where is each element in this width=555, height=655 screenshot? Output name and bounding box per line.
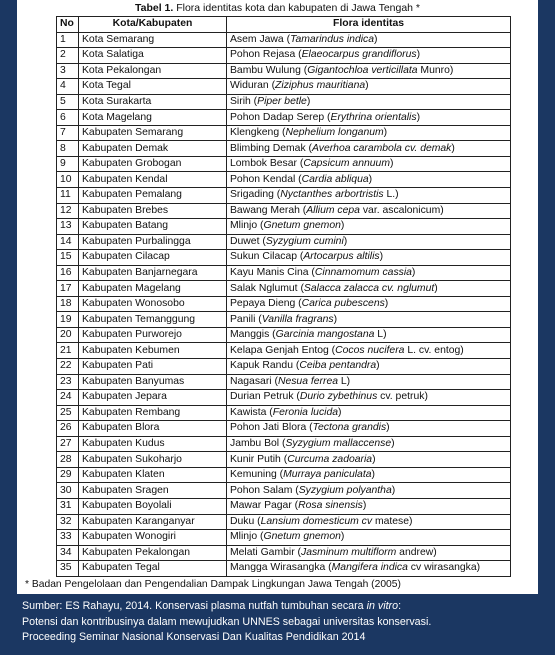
row-number: 28 bbox=[57, 452, 79, 468]
row-kota: Kota Semarang bbox=[79, 32, 227, 48]
row-kota: Kabupaten Blora bbox=[79, 421, 227, 437]
flora-scientific-name: Allium cepa bbox=[306, 204, 360, 216]
row-number: 4 bbox=[57, 79, 79, 95]
flora-name-suffix: ) bbox=[338, 406, 342, 418]
row-number: 29 bbox=[57, 467, 79, 483]
row-number: 12 bbox=[57, 203, 79, 219]
row-kota: Kabupaten Brebes bbox=[79, 203, 227, 219]
flora-scientific-name: Tectona grandis bbox=[312, 422, 387, 434]
row-number: 26 bbox=[57, 421, 79, 437]
row-kota: Kabupaten Banyumas bbox=[79, 374, 227, 390]
table-row bbox=[57, 498, 511, 514]
flora-name-suffix: andrew) bbox=[396, 546, 437, 558]
flora-scientific-name: Piper betle bbox=[257, 96, 307, 107]
flora-common-name: Bawang Merah ( bbox=[230, 204, 307, 216]
flora-scientific-name: Jasminum multiflorm bbox=[301, 546, 397, 558]
flora-common-name: Kayu Manis Cina ( bbox=[230, 267, 315, 279]
flora-scientific-name: Averhoa carambola cv. demak bbox=[312, 142, 452, 154]
row-flora bbox=[227, 172, 511, 188]
row-kota: Kabupaten Grobogan bbox=[79, 156, 227, 172]
row-kota: Kabupaten Banjarnegara bbox=[79, 265, 227, 281]
source-line-2: Potensi dan kontribusinya dalam mewujudkan UNNES sebagai universitas konservasi. bbox=[22, 615, 432, 628]
table-row bbox=[57, 281, 511, 297]
flora-name-suffix: ) bbox=[416, 111, 421, 123]
flora-scientific-name: Erythrina orientalis bbox=[330, 111, 417, 123]
row-kota: Kabupaten Sragen bbox=[79, 483, 227, 499]
flora-scientific-name: Artocarpus altilis bbox=[303, 251, 380, 263]
row-number: 22 bbox=[57, 359, 79, 375]
flora-common-name: Kemuning ( bbox=[230, 469, 284, 481]
row-flora bbox=[227, 63, 511, 79]
flora-name-suffix: L) bbox=[338, 375, 351, 387]
flora-common-name: Asem Jawa ( bbox=[230, 33, 291, 45]
table-row bbox=[57, 530, 511, 546]
table-row bbox=[57, 219, 511, 235]
row-flora bbox=[227, 405, 511, 421]
row-kota: Kota Tegal bbox=[79, 79, 227, 95]
flora-table bbox=[56, 16, 511, 577]
flora-name-suffix: ) bbox=[362, 500, 367, 512]
flora-scientific-name: Nephelium longanum bbox=[285, 127, 384, 139]
table-row bbox=[57, 561, 511, 577]
flora-common-name: Kunir Putih ( bbox=[230, 453, 288, 465]
flora-name-suffix: ) bbox=[434, 282, 438, 294]
row-kota: Kabupaten Kudus bbox=[79, 436, 227, 452]
row-kota: Kabupaten Karanganyar bbox=[79, 514, 227, 530]
flora-name-suffix: var. ascalonicum) bbox=[359, 204, 444, 216]
flora-name-suffix: ) bbox=[391, 484, 396, 496]
source-line-1-italic: in vitro bbox=[366, 600, 399, 612]
table-row bbox=[57, 203, 511, 219]
flora-scientific-name: Vanilla fragrans bbox=[261, 313, 334, 325]
flora-common-name: Kawista ( bbox=[230, 406, 273, 418]
row-flora bbox=[227, 234, 511, 250]
flora-common-name: Salak Nglumut ( bbox=[230, 282, 304, 294]
flora-common-name: Kapuk Randu ( bbox=[230, 360, 300, 372]
flora-common-name: Bambu Wulung ( bbox=[230, 64, 308, 76]
source-line-1-end: : bbox=[398, 600, 402, 612]
row-kota: Kabupaten Semarang bbox=[79, 125, 227, 141]
flora-scientific-name: Curcuma zadoaria bbox=[287, 453, 373, 465]
row-number: 9 bbox=[57, 156, 79, 172]
table-row bbox=[57, 156, 511, 172]
row-number: 1 bbox=[57, 32, 79, 48]
row-kota: Kabupaten Purworejo bbox=[79, 327, 227, 343]
row-number: 33 bbox=[57, 530, 79, 546]
source-line-1 bbox=[22, 599, 547, 615]
flora-common-name: Mawar Pagar ( bbox=[230, 500, 299, 512]
row-number: 17 bbox=[57, 281, 79, 297]
flora-scientific-name: Rosa sinensis bbox=[298, 500, 363, 512]
flora-scientific-name: Capsicum annuum bbox=[303, 158, 390, 170]
flora-name-suffix: ) bbox=[391, 438, 395, 450]
row-kota: Kabupaten Jepara bbox=[79, 390, 227, 406]
row-flora bbox=[227, 421, 511, 437]
table-header-row bbox=[57, 17, 511, 33]
row-kota: Kota Salatiga bbox=[79, 48, 227, 64]
flora-name-suffix: ) bbox=[372, 453, 376, 465]
flora-common-name: Pepaya Dieng ( bbox=[230, 298, 302, 310]
flora-scientific-name: Salacca zalacca cv. nglumut bbox=[303, 282, 435, 294]
flora-name-suffix: ) bbox=[368, 173, 373, 185]
row-kota: Kabupaten Cilacap bbox=[79, 250, 227, 266]
flora-common-name: Melati Gambir ( bbox=[230, 546, 302, 558]
caption-label: Tabel 1. bbox=[134, 2, 174, 14]
row-number: 27 bbox=[57, 436, 79, 452]
flora-name-suffix: L. cv. entog) bbox=[404, 344, 464, 356]
row-flora bbox=[227, 203, 511, 219]
row-number: 30 bbox=[57, 483, 79, 499]
flora-scientific-name: Syzygium cumini bbox=[265, 235, 344, 247]
table-panel bbox=[17, 0, 538, 594]
table-row bbox=[57, 265, 511, 281]
row-flora bbox=[227, 250, 511, 266]
row-kota: Kabupaten Kendal bbox=[79, 172, 227, 188]
row-kota: Kabupaten Pati bbox=[79, 359, 227, 375]
header-kota: Kota/Kabupaten bbox=[79, 17, 227, 33]
row-flora bbox=[227, 343, 511, 359]
row-number: 2 bbox=[57, 48, 79, 64]
table-row bbox=[57, 436, 511, 452]
flora-name-suffix: L) bbox=[374, 329, 387, 341]
source-line-3: Proceeding Seminar Nasional Konservasi Dan Kualitas Pendidikan 2014 bbox=[22, 631, 366, 643]
row-kota: Kabupaten Purbalingga bbox=[79, 234, 227, 250]
table-row bbox=[57, 94, 511, 110]
row-kota: Kabupaten Wonosobo bbox=[79, 296, 227, 312]
row-number: 24 bbox=[57, 390, 79, 406]
row-kota: Kabupaten Klaten bbox=[79, 467, 227, 483]
header-no: No bbox=[57, 17, 79, 33]
flora-name-suffix: ) bbox=[384, 298, 389, 310]
row-flora bbox=[227, 483, 511, 499]
row-flora bbox=[227, 296, 511, 312]
table-row bbox=[57, 483, 511, 499]
row-number: 34 bbox=[57, 545, 79, 561]
row-flora bbox=[227, 545, 511, 561]
flora-common-name: Sirih ( bbox=[230, 96, 258, 107]
flora-scientific-name: Lansium domesticum cv bbox=[260, 515, 373, 527]
flora-name-suffix: ) bbox=[416, 49, 421, 61]
flora-common-name: Pohon Dadap Serep ( bbox=[230, 111, 331, 123]
flora-scientific-name: Nesua ferrea bbox=[277, 375, 339, 387]
table-row bbox=[57, 514, 511, 530]
table-row bbox=[57, 405, 511, 421]
row-number: 23 bbox=[57, 374, 79, 390]
flora-common-name: Duku ( bbox=[230, 515, 261, 527]
row-kota: Kabupaten Tegal bbox=[79, 561, 227, 577]
row-kota: Kabupaten Boyolali bbox=[79, 498, 227, 514]
table-row bbox=[57, 141, 511, 157]
flora-scientific-name: Tamarindus indica bbox=[290, 33, 375, 45]
row-flora bbox=[227, 359, 511, 375]
row-flora bbox=[227, 452, 511, 468]
row-flora bbox=[227, 110, 511, 126]
row-number: 13 bbox=[57, 219, 79, 235]
table-row bbox=[57, 79, 511, 95]
row-kota: Kabupaten Pemalang bbox=[79, 188, 227, 204]
flora-common-name: Pohon Kendal ( bbox=[230, 173, 302, 185]
flora-name-suffix: ) bbox=[451, 142, 455, 154]
flora-common-name: Sukun Cilacap ( bbox=[230, 251, 304, 263]
flora-name-suffix: cv wirasangka) bbox=[407, 562, 481, 574]
row-flora bbox=[227, 498, 511, 514]
row-kota: Kabupaten Wonogiri bbox=[79, 530, 227, 546]
row-flora bbox=[227, 32, 511, 48]
flora-scientific-name: Ziziphus mauritiana bbox=[275, 80, 366, 92]
flora-scientific-name: Gigantochloa verticillata bbox=[307, 64, 418, 76]
row-flora bbox=[227, 219, 511, 235]
flora-name-suffix: Munro) bbox=[417, 64, 454, 76]
table-row bbox=[57, 32, 511, 48]
table-row bbox=[57, 188, 511, 204]
flora-scientific-name: Gnetum gnemon bbox=[263, 531, 341, 543]
table-row bbox=[57, 374, 511, 390]
flora-common-name: Jambu Bol ( bbox=[230, 438, 286, 450]
table-row bbox=[57, 250, 511, 266]
flora-common-name: Kelapa Genjah Entog ( bbox=[230, 344, 336, 356]
flora-common-name: Mangga Wirasangka ( bbox=[230, 562, 332, 574]
flora-common-name: Duwet ( bbox=[230, 235, 266, 247]
row-flora bbox=[227, 374, 511, 390]
flora-scientific-name: Nyctanthes arbortristis bbox=[280, 189, 384, 201]
row-kota: Kabupaten Sukoharjo bbox=[79, 452, 227, 468]
row-kota: Kota Magelang bbox=[79, 110, 227, 126]
row-flora bbox=[227, 327, 511, 343]
row-number: 15 bbox=[57, 250, 79, 266]
row-number: 20 bbox=[57, 327, 79, 343]
flora-common-name: Blimbing Demak ( bbox=[230, 142, 312, 154]
table-row bbox=[57, 545, 511, 561]
flora-common-name: Nagasari ( bbox=[230, 375, 278, 387]
row-number: 8 bbox=[57, 141, 79, 157]
row-kota: Kabupaten Batang bbox=[79, 219, 227, 235]
row-number: 18 bbox=[57, 296, 79, 312]
row-kota: Kabupaten Demak bbox=[79, 141, 227, 157]
flora-common-name: Widuran ( bbox=[230, 80, 276, 92]
row-flora bbox=[227, 48, 511, 64]
flora-name-suffix: ) bbox=[365, 80, 369, 92]
row-flora bbox=[227, 530, 511, 546]
flora-common-name: Klengkeng ( bbox=[230, 127, 286, 139]
flora-name-suffix: ) bbox=[383, 127, 388, 139]
row-number: 25 bbox=[57, 405, 79, 421]
flora-name-suffix: ) bbox=[340, 531, 345, 543]
table-row bbox=[57, 172, 511, 188]
flora-common-name: Panili ( bbox=[230, 313, 262, 325]
flora-scientific-name: Garcinia mangostana bbox=[275, 329, 375, 341]
flora-scientific-name: Syzygium mallaccense bbox=[285, 438, 392, 450]
caption-text: Flora identitas kota dan kabupaten di Jawa Tengah * bbox=[173, 2, 421, 14]
table-caption bbox=[17, 1, 538, 15]
row-flora bbox=[227, 312, 511, 328]
flora-scientific-name: Gnetum gnemon bbox=[263, 220, 341, 232]
row-number: 16 bbox=[57, 265, 79, 281]
row-number: 31 bbox=[57, 498, 79, 514]
flora-name-suffix: ) bbox=[411, 267, 416, 279]
row-kota: Kota Pekalongan bbox=[79, 63, 227, 79]
flora-name-suffix: ) bbox=[374, 33, 378, 45]
table-row bbox=[57, 110, 511, 126]
table-row bbox=[57, 421, 511, 437]
table-row bbox=[57, 48, 511, 64]
row-number: 11 bbox=[57, 188, 79, 204]
row-flora bbox=[227, 390, 511, 406]
row-flora bbox=[227, 141, 511, 157]
row-kota: Kabupaten Temanggung bbox=[79, 312, 227, 328]
flora-scientific-name: Mangifera indica bbox=[331, 562, 408, 574]
flora-scientific-name: Cinnamomum cassia bbox=[314, 267, 412, 279]
flora-scientific-name: Durio zybethinus bbox=[299, 391, 378, 403]
flora-name-suffix: matese) bbox=[372, 515, 413, 527]
row-flora bbox=[227, 467, 511, 483]
flora-name-suffix: ) bbox=[333, 313, 338, 325]
flora-scientific-name: Syzygium polyantha bbox=[298, 484, 392, 496]
row-number: 6 bbox=[57, 110, 79, 126]
source-citation bbox=[22, 599, 547, 646]
table-row bbox=[57, 234, 511, 250]
flora-scientific-name: Ceiba pentandra bbox=[299, 360, 377, 372]
flora-name-suffix: cv. petruk) bbox=[377, 391, 428, 403]
row-number: 32 bbox=[57, 514, 79, 530]
row-kota: Kabupaten Pekalongan bbox=[79, 545, 227, 561]
flora-name-suffix: ) bbox=[340, 220, 345, 232]
flora-name-suffix: L.) bbox=[383, 189, 399, 201]
flora-scientific-name: Murraya paniculata bbox=[283, 469, 372, 481]
row-flora bbox=[227, 265, 511, 281]
flora-scientific-name: Feronia lucida bbox=[272, 406, 339, 418]
flora-scientific-name: Cocos nucifera bbox=[335, 344, 405, 356]
row-number: 3 bbox=[57, 63, 79, 79]
table-row bbox=[57, 467, 511, 483]
row-flora bbox=[227, 125, 511, 141]
flora-name-suffix: ) bbox=[389, 158, 394, 170]
row-flora bbox=[227, 281, 511, 297]
flora-common-name: Lombok Besar ( bbox=[230, 158, 304, 170]
flora-name-suffix: ) bbox=[386, 422, 390, 434]
row-flora bbox=[227, 79, 511, 95]
row-kota: Kabupaten Kebumen bbox=[79, 343, 227, 359]
table-row bbox=[57, 63, 511, 79]
row-number: 35 bbox=[57, 561, 79, 577]
table-row bbox=[57, 359, 511, 375]
flora-scientific-name: Carica pubescens bbox=[301, 298, 385, 310]
flora-common-name: Pohon Jati Blora ( bbox=[230, 422, 313, 434]
flora-common-name: Manggis ( bbox=[230, 329, 276, 341]
row-flora bbox=[227, 188, 511, 204]
flora-scientific-name: Cardia abliqua bbox=[301, 173, 369, 185]
row-number: 21 bbox=[57, 343, 79, 359]
flora-common-name: Mlinjo ( bbox=[230, 220, 264, 232]
table-row bbox=[57, 312, 511, 328]
row-flora bbox=[227, 156, 511, 172]
row-kota: Kabupaten Rembang bbox=[79, 405, 227, 421]
row-flora bbox=[227, 436, 511, 452]
table-row bbox=[57, 125, 511, 141]
row-flora bbox=[227, 514, 511, 530]
source-line-1-text: Sumber: ES Rahayu, 2014. Konservasi plasma nutfah tumbuhan secara bbox=[22, 600, 367, 612]
row-flora bbox=[227, 561, 511, 577]
flora-common-name: Mlinjo ( bbox=[230, 531, 264, 543]
table-row bbox=[57, 343, 511, 359]
header-flora: Flora identitas bbox=[227, 17, 511, 33]
row-number: 19 bbox=[57, 312, 79, 328]
flora-name-suffix: ) bbox=[306, 96, 311, 107]
flora-common-name: Pohon Salam ( bbox=[230, 484, 299, 496]
table-row bbox=[57, 327, 511, 343]
table-row bbox=[57, 296, 511, 312]
flora-common-name: Pohon Rejasa ( bbox=[230, 49, 302, 61]
row-number: 7 bbox=[57, 125, 79, 141]
flora-name-suffix: ) bbox=[371, 469, 375, 481]
row-number: 10 bbox=[57, 172, 79, 188]
flora-name-suffix: ) bbox=[376, 360, 380, 372]
table-row bbox=[57, 452, 511, 468]
flora-name-suffix: ) bbox=[343, 235, 348, 247]
footnote: * Badan Pengelolaan dan Pengendalian Dampak Lingkungan Jawa Tengah (2005) bbox=[25, 579, 401, 590]
flora-name-suffix: ) bbox=[379, 251, 384, 263]
table-row bbox=[57, 390, 511, 406]
row-flora bbox=[227, 94, 511, 110]
row-number: 14 bbox=[57, 234, 79, 250]
row-number: 5 bbox=[57, 94, 79, 110]
row-kota: Kabupaten Magelang bbox=[79, 281, 227, 297]
flora-common-name: Durian Petruk ( bbox=[230, 391, 300, 403]
row-kota: Kota Surakarta bbox=[79, 94, 227, 110]
flora-scientific-name: Elaeocarpus grandiflorus bbox=[301, 49, 417, 61]
flora-common-name: Srigading ( bbox=[230, 189, 281, 201]
